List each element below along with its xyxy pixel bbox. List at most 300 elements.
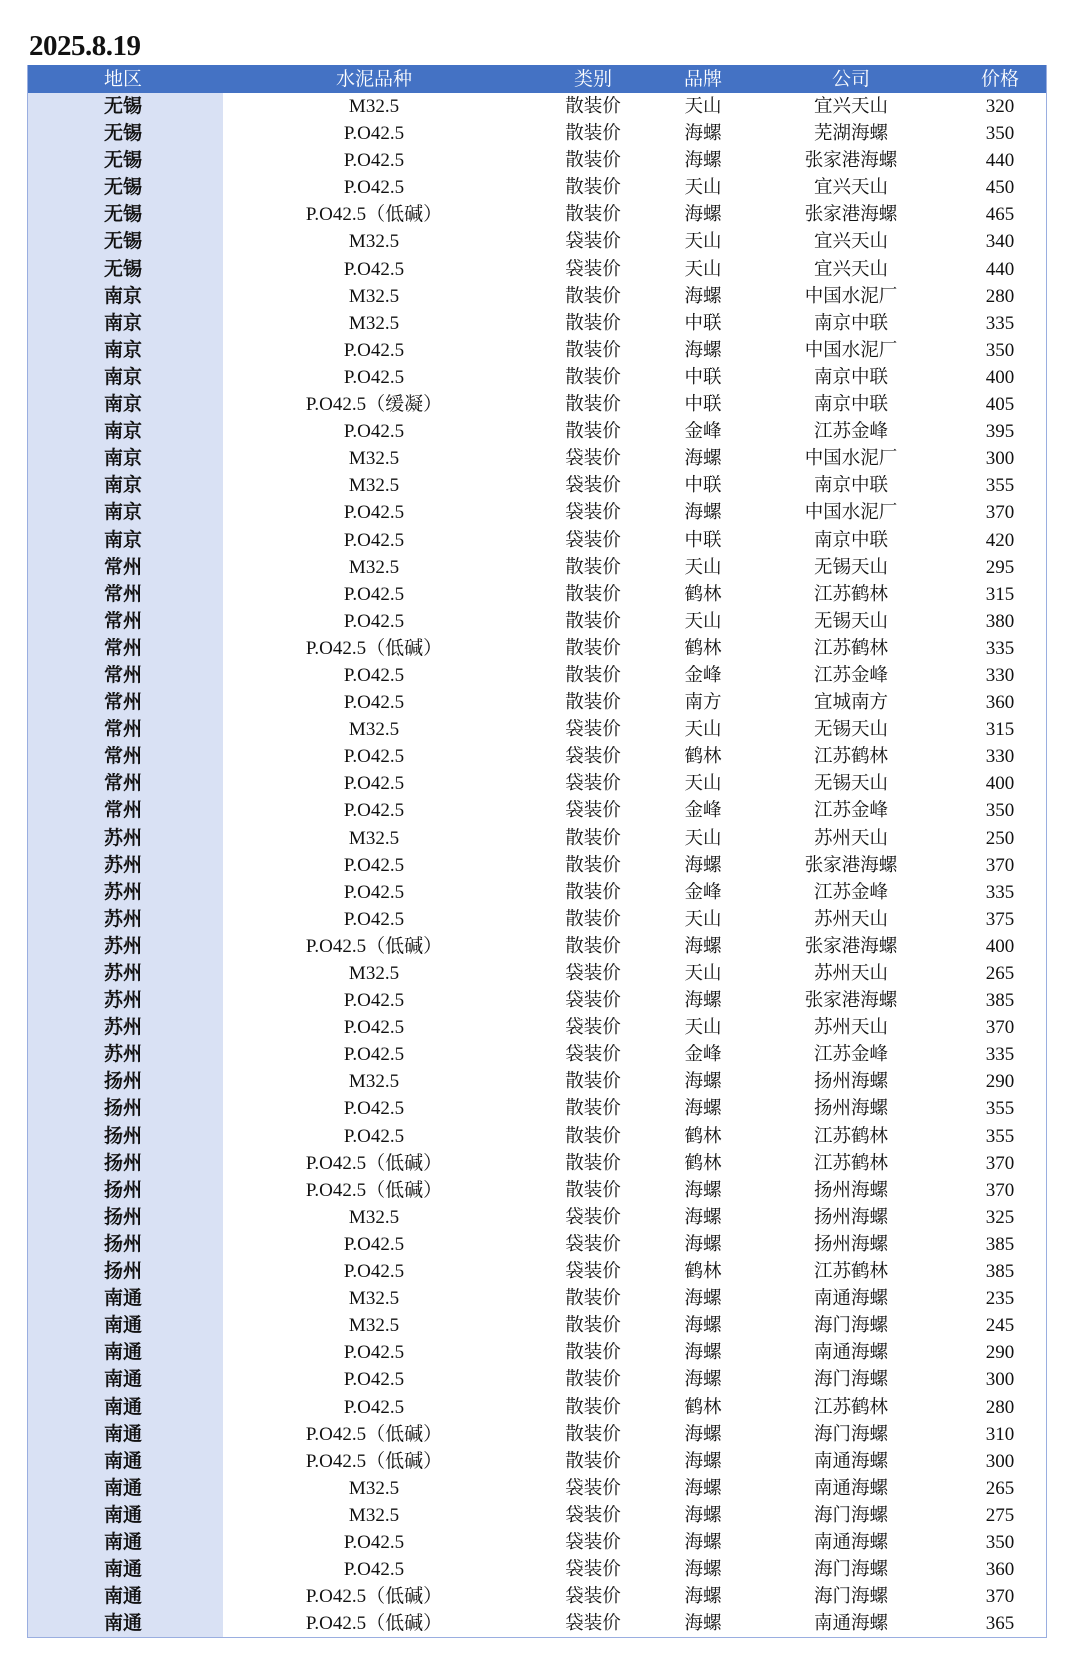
cell-brand: 中联 bbox=[684, 475, 722, 497]
cell-brand: 海螺 bbox=[684, 1369, 722, 1391]
cell-company: 江苏金峰 bbox=[813, 881, 889, 903]
cell-price: 355 bbox=[985, 475, 1015, 497]
header-brand: 品牌 bbox=[683, 68, 723, 90]
cell-category: 散装价 bbox=[565, 1315, 621, 1337]
page-title: 2025.8.19 bbox=[29, 30, 141, 62]
cell-company: 扬州海螺 bbox=[813, 1098, 889, 1120]
table-row bbox=[28, 1123, 1046, 1150]
cell-price: 440 bbox=[985, 150, 1015, 172]
cell-company: 无锡天山 bbox=[813, 773, 889, 795]
table-row bbox=[28, 825, 1046, 852]
table-row bbox=[28, 337, 1046, 364]
cell-region: 苏州 bbox=[103, 962, 143, 984]
cell-price: 350 bbox=[985, 1531, 1015, 1553]
cell-price: 235 bbox=[985, 1288, 1015, 1310]
cell-region: 扬州 bbox=[103, 1205, 143, 1228]
cell-brand: 海螺 bbox=[684, 1342, 722, 1364]
cell-region: 南通 bbox=[103, 1503, 143, 1526]
cell-brand: 海螺 bbox=[684, 1477, 722, 1499]
table-row bbox=[28, 1095, 1046, 1122]
cell-category: 散装价 bbox=[565, 1288, 621, 1310]
cell-brand: 海螺 bbox=[684, 339, 722, 361]
cell-cement-type: M32.5 bbox=[348, 1206, 400, 1228]
cell-company: 海门海螺 bbox=[813, 1504, 889, 1526]
cell-brand: 鹤林 bbox=[684, 637, 722, 659]
cell-company: 江苏鹤林 bbox=[813, 637, 889, 659]
cell-category: 散装价 bbox=[565, 204, 621, 226]
cell-price: 330 bbox=[985, 746, 1015, 768]
cell-region: 扬州 bbox=[103, 1232, 143, 1255]
cell-brand: 海螺 bbox=[684, 1288, 722, 1310]
cell-company: 中国水泥厂 bbox=[804, 285, 898, 307]
cell-brand: 天山 bbox=[684, 963, 722, 984]
cell-category: 散装价 bbox=[565, 312, 621, 334]
cell-region: 常州 bbox=[103, 555, 143, 578]
cell-brand: 海螺 bbox=[684, 1559, 722, 1581]
cell-company: 江苏金峰 bbox=[813, 800, 889, 822]
table-row bbox=[28, 1610, 1046, 1637]
table-row bbox=[28, 797, 1046, 824]
table-row bbox=[28, 1014, 1046, 1041]
cell-company: 宜兴天山 bbox=[813, 258, 889, 280]
cell-category: 散装价 bbox=[565, 366, 621, 388]
cell-brand: 天山 bbox=[684, 231, 722, 253]
cell-cement-type: P.O42.5 bbox=[343, 692, 405, 714]
cell-cement-type: P.O42.5 bbox=[343, 1017, 405, 1039]
header-company: 公司 bbox=[831, 68, 871, 90]
cell-category: 袋装价 bbox=[565, 746, 621, 768]
cell-brand: 金峰 bbox=[684, 881, 722, 903]
table-row bbox=[28, 689, 1046, 716]
cell-brand: 鹤林 bbox=[684, 746, 722, 768]
cell-brand: 海螺 bbox=[684, 1613, 722, 1635]
cell-region: 苏州 bbox=[103, 1016, 143, 1039]
cell-company: 中国水泥厂 bbox=[804, 502, 898, 524]
cell-company: 扬州海螺 bbox=[813, 1071, 889, 1093]
cell-category: 散装价 bbox=[565, 1450, 621, 1472]
table-row bbox=[28, 1285, 1046, 1312]
header-region: 地区 bbox=[103, 68, 143, 90]
cell-category: 袋装价 bbox=[565, 719, 621, 741]
table-row bbox=[28, 201, 1046, 228]
cell-region: 南通 bbox=[103, 1368, 143, 1391]
table-row bbox=[28, 1258, 1046, 1285]
cell-company: 海门海螺 bbox=[813, 1559, 889, 1581]
cell-category: 散装价 bbox=[565, 664, 621, 686]
table-row bbox=[28, 770, 1046, 797]
cell-region: 南通 bbox=[103, 1558, 143, 1581]
table-row bbox=[28, 987, 1046, 1014]
cell-region: 无锡 bbox=[103, 176, 143, 199]
cell-company: 海门海螺 bbox=[813, 1315, 889, 1337]
cell-company: 南通海螺 bbox=[813, 1288, 889, 1310]
cell-cement-type: M32.5 bbox=[348, 1504, 400, 1526]
cell-category: 散装价 bbox=[565, 339, 621, 361]
cell-company: 南通海螺 bbox=[813, 1450, 889, 1472]
cell-brand: 海螺 bbox=[684, 1179, 722, 1201]
cell-price: 450 bbox=[985, 177, 1015, 199]
cell-cement-type: P.O42.5 bbox=[343, 529, 405, 551]
cell-region: 苏州 bbox=[103, 1043, 143, 1066]
cell-category: 袋装价 bbox=[565, 1206, 621, 1228]
cell-category: 袋装价 bbox=[565, 1044, 621, 1066]
table-row bbox=[28, 1394, 1046, 1421]
cell-price: 290 bbox=[985, 1342, 1015, 1364]
cell-price: 400 bbox=[985, 366, 1015, 388]
cell-region: 南京 bbox=[103, 528, 143, 551]
cell-region: 无锡 bbox=[103, 122, 143, 145]
cell-price: 280 bbox=[985, 285, 1015, 307]
table-row bbox=[28, 879, 1046, 906]
cell-brand: 中联 bbox=[684, 366, 722, 388]
cell-price: 360 bbox=[985, 692, 1015, 714]
cell-region: 无锡 bbox=[103, 95, 143, 117]
cell-brand: 金峰 bbox=[684, 421, 722, 443]
cell-region: 南通 bbox=[103, 1530, 143, 1553]
cell-cement-type: P.O42.5 bbox=[343, 123, 405, 145]
cell-brand: 中联 bbox=[684, 394, 722, 416]
cell-category: 袋装价 bbox=[565, 502, 621, 524]
cell-category: 袋装价 bbox=[565, 448, 621, 470]
cell-price: 370 bbox=[985, 1017, 1015, 1039]
cell-category: 袋装价 bbox=[565, 475, 621, 497]
cell-price: 375 bbox=[985, 908, 1015, 930]
cell-region: 南京 bbox=[103, 338, 143, 361]
cell-company: 江苏鹤林 bbox=[813, 1396, 889, 1418]
cell-price: 355 bbox=[985, 1125, 1015, 1147]
table-row bbox=[28, 581, 1046, 608]
table-row bbox=[28, 1312, 1046, 1339]
cell-region: 扬州 bbox=[103, 1151, 143, 1174]
cell-category: 袋装价 bbox=[565, 1586, 621, 1608]
cell-company: 中国水泥厂 bbox=[804, 339, 898, 361]
table-row bbox=[28, 1339, 1046, 1366]
cell-company: 海门海螺 bbox=[813, 1423, 889, 1445]
cell-brand: 海螺 bbox=[684, 1071, 722, 1093]
table-row bbox=[28, 310, 1046, 337]
table-row bbox=[28, 527, 1046, 554]
cell-cement-type: P.O42.5 bbox=[343, 1125, 405, 1147]
cell-region: 南通 bbox=[103, 1341, 143, 1364]
cell-price: 250 bbox=[985, 827, 1015, 849]
cell-category: 袋装价 bbox=[565, 963, 621, 984]
cell-brand: 天山 bbox=[684, 258, 722, 280]
cell-category: 散装价 bbox=[565, 123, 621, 145]
cell-cement-type: P.O42.5 bbox=[343, 421, 405, 443]
cell-price: 360 bbox=[985, 1559, 1015, 1581]
cell-cement-type: P.O42.5 bbox=[343, 854, 405, 876]
cell-region: 南通 bbox=[103, 1612, 143, 1635]
cell-brand: 海螺 bbox=[684, 1504, 722, 1526]
cell-cement-type: P.O42.5（低碱） bbox=[305, 1613, 443, 1635]
cell-price: 335 bbox=[985, 881, 1015, 903]
cell-price: 370 bbox=[985, 502, 1015, 524]
cell-brand: 天山 bbox=[684, 556, 722, 578]
cell-brand: 海螺 bbox=[684, 935, 722, 957]
cell-company: 张家港海螺 bbox=[804, 150, 898, 172]
cell-category: 散装价 bbox=[565, 637, 621, 659]
cell-brand: 海螺 bbox=[684, 1315, 722, 1337]
cell-price: 300 bbox=[985, 1450, 1015, 1472]
cell-cement-type: P.O42.5（缓凝） bbox=[305, 394, 443, 416]
cell-category: 袋装价 bbox=[565, 529, 621, 551]
cell-price: 320 bbox=[985, 96, 1015, 117]
cell-company: 南通海螺 bbox=[813, 1342, 889, 1364]
cell-cement-type: P.O42.5 bbox=[343, 258, 405, 280]
cell-cement-type: P.O42.5 bbox=[343, 664, 405, 686]
cell-price: 465 bbox=[985, 204, 1015, 226]
cell-cement-type: P.O42.5（低碱） bbox=[305, 935, 443, 957]
cell-category: 散装价 bbox=[565, 394, 621, 416]
cell-category: 袋装价 bbox=[565, 773, 621, 795]
cell-brand: 天山 bbox=[684, 610, 722, 632]
cell-brand: 南方 bbox=[684, 692, 722, 714]
table-header bbox=[28, 65, 1046, 93]
cell-price: 350 bbox=[985, 800, 1015, 822]
cell-cement-type: P.O42.5（低碱） bbox=[305, 204, 443, 226]
cell-category: 袋装价 bbox=[565, 1613, 621, 1635]
cell-cement-type: P.O42.5 bbox=[343, 610, 405, 632]
cell-brand: 天山 bbox=[684, 177, 722, 199]
cell-price: 400 bbox=[985, 935, 1015, 957]
price-table bbox=[27, 65, 1047, 1638]
cell-price: 265 bbox=[985, 963, 1015, 984]
cell-region: 南京 bbox=[103, 447, 143, 470]
cell-price: 350 bbox=[985, 123, 1015, 145]
cell-company: 海门海螺 bbox=[813, 1369, 889, 1391]
cell-brand: 天山 bbox=[684, 827, 722, 849]
cell-brand: 金峰 bbox=[684, 664, 722, 686]
cell-region: 常州 bbox=[103, 772, 143, 795]
cell-price: 265 bbox=[985, 1477, 1015, 1499]
cell-price: 340 bbox=[985, 231, 1015, 253]
table-row bbox=[28, 1502, 1046, 1529]
cell-brand: 海螺 bbox=[684, 854, 722, 876]
cell-category: 袋装价 bbox=[565, 1261, 621, 1283]
cell-price: 365 bbox=[985, 1613, 1015, 1635]
cell-company: 张家港海螺 bbox=[804, 990, 898, 1012]
cell-brand: 海螺 bbox=[684, 204, 722, 226]
cell-cement-type: P.O42.5 bbox=[343, 150, 405, 172]
cell-category: 散装价 bbox=[565, 610, 621, 632]
cell-category: 散装价 bbox=[565, 827, 621, 849]
cell-brand: 鹤林 bbox=[684, 1261, 722, 1283]
table-row bbox=[28, 364, 1046, 391]
cell-price: 310 bbox=[985, 1423, 1015, 1445]
cell-category: 散装价 bbox=[565, 692, 621, 714]
table-row bbox=[28, 445, 1046, 472]
table-row bbox=[28, 147, 1046, 174]
cell-cement-type: M32.5 bbox=[348, 475, 400, 497]
cell-company: 宜兴天山 bbox=[813, 231, 889, 253]
cell-region: 扬州 bbox=[103, 1097, 143, 1120]
cell-category: 散装价 bbox=[565, 1369, 621, 1391]
cell-category: 袋装价 bbox=[565, 1017, 621, 1039]
cell-cement-type: P.O42.5（低碱） bbox=[305, 1179, 443, 1201]
cell-region: 南通 bbox=[103, 1287, 143, 1310]
table-row bbox=[28, 608, 1046, 635]
cell-company: 江苏鹤林 bbox=[813, 746, 889, 768]
cell-category: 袋装价 bbox=[565, 231, 621, 253]
cell-region: 南京 bbox=[103, 284, 143, 307]
cell-region: 苏州 bbox=[103, 853, 143, 876]
cell-company: 宜兴天山 bbox=[813, 96, 889, 117]
cell-company: 张家港海螺 bbox=[804, 854, 898, 876]
cell-price: 440 bbox=[985, 258, 1015, 280]
cell-brand: 鹤林 bbox=[684, 1125, 722, 1147]
cell-company: 南京中联 bbox=[813, 366, 889, 388]
cell-cement-type: M32.5 bbox=[348, 1071, 400, 1093]
cell-company: 苏州天山 bbox=[813, 1017, 889, 1039]
cell-category: 散装价 bbox=[565, 1125, 621, 1147]
cell-cement-type: P.O42.5 bbox=[343, 990, 405, 1012]
cell-company: 南通海螺 bbox=[813, 1477, 889, 1499]
cell-cement-type: P.O42.5 bbox=[343, 502, 405, 524]
cell-price: 335 bbox=[985, 312, 1015, 334]
cell-company: 苏州天山 bbox=[813, 908, 889, 930]
cell-price: 315 bbox=[985, 719, 1015, 741]
cell-company: 张家港海螺 bbox=[804, 204, 898, 226]
table-body bbox=[28, 93, 1046, 1637]
table-row bbox=[28, 174, 1046, 201]
cell-brand: 鹤林 bbox=[684, 1396, 722, 1418]
cell-category: 散装价 bbox=[565, 285, 621, 307]
table-row bbox=[28, 852, 1046, 879]
table-row bbox=[28, 1231, 1046, 1258]
cell-company: 南京中联 bbox=[813, 529, 889, 551]
cell-brand: 海螺 bbox=[684, 1531, 722, 1553]
cell-price: 300 bbox=[985, 1369, 1015, 1391]
cell-brand: 鹤林 bbox=[684, 583, 722, 605]
table-row bbox=[28, 716, 1046, 743]
table-row bbox=[28, 1068, 1046, 1095]
table-row bbox=[28, 1556, 1046, 1583]
cell-region: 南通 bbox=[103, 1449, 143, 1472]
table-row bbox=[28, 1366, 1046, 1393]
cell-brand: 海螺 bbox=[684, 1450, 722, 1472]
cell-cement-type: M32.5 bbox=[348, 285, 400, 307]
cell-category: 袋装价 bbox=[565, 1477, 621, 1499]
table-row bbox=[28, 1041, 1046, 1068]
table-row bbox=[28, 418, 1046, 445]
cell-price: 330 bbox=[985, 664, 1015, 686]
cell-category: 散装价 bbox=[565, 1423, 621, 1445]
cell-cement-type: M32.5 bbox=[348, 1477, 400, 1499]
table-row bbox=[28, 1150, 1046, 1177]
cell-brand: 海螺 bbox=[684, 150, 722, 172]
cell-brand: 海螺 bbox=[684, 448, 722, 470]
cell-company: 江苏鹤林 bbox=[813, 1125, 889, 1147]
cell-brand: 鹤林 bbox=[684, 1152, 722, 1174]
cell-brand: 海螺 bbox=[684, 502, 722, 524]
cell-price: 400 bbox=[985, 773, 1015, 795]
cell-cement-type: M32.5 bbox=[348, 1315, 400, 1337]
cell-region: 南通 bbox=[103, 1314, 143, 1337]
table-row bbox=[28, 1421, 1046, 1448]
table-row bbox=[28, 283, 1046, 310]
cell-cement-type: M32.5 bbox=[348, 448, 400, 470]
cell-category: 散装价 bbox=[565, 908, 621, 930]
table-row bbox=[28, 120, 1046, 147]
cell-company: 无锡天山 bbox=[813, 610, 889, 632]
cell-cement-type: M32.5 bbox=[348, 719, 400, 741]
cell-cement-type: M32.5 bbox=[348, 231, 400, 253]
cell-brand: 中联 bbox=[684, 529, 722, 551]
cell-price: 275 bbox=[985, 1504, 1015, 1526]
header-price: 价格 bbox=[980, 68, 1020, 90]
table-row bbox=[28, 1177, 1046, 1204]
cell-brand: 金峰 bbox=[684, 1044, 722, 1066]
cell-cement-type: M32.5 bbox=[348, 312, 400, 334]
cell-cement-type: P.O42.5 bbox=[343, 1044, 405, 1066]
cell-price: 245 bbox=[985, 1315, 1015, 1337]
cell-region: 南京 bbox=[103, 365, 143, 388]
cell-cement-type: P.O42.5 bbox=[343, 881, 405, 903]
cell-cement-type: P.O42.5 bbox=[343, 1369, 405, 1391]
cell-category: 散装价 bbox=[565, 177, 621, 199]
cell-category: 散装价 bbox=[565, 583, 621, 605]
cell-price: 370 bbox=[985, 1179, 1015, 1201]
cell-price: 405 bbox=[985, 394, 1015, 416]
table-row bbox=[28, 662, 1046, 689]
cell-cement-type: P.O42.5（低碱） bbox=[305, 1450, 443, 1472]
cell-company: 中国水泥厂 bbox=[804, 448, 898, 470]
cell-company: 江苏金峰 bbox=[813, 421, 889, 443]
table-row bbox=[28, 743, 1046, 770]
cell-region: 扬州 bbox=[103, 1124, 143, 1147]
cell-company: 扬州海螺 bbox=[813, 1206, 889, 1228]
cell-region: 常州 bbox=[103, 745, 143, 768]
cell-cement-type: P.O42.5 bbox=[343, 1233, 405, 1255]
cell-category: 袋装价 bbox=[565, 1559, 621, 1581]
cell-company: 南京中联 bbox=[813, 475, 889, 497]
cell-price: 290 bbox=[985, 1071, 1015, 1093]
cell-cement-type: P.O42.5 bbox=[343, 1098, 405, 1120]
cell-region: 无锡 bbox=[103, 257, 143, 280]
table-row bbox=[28, 93, 1046, 120]
cell-price: 370 bbox=[985, 854, 1015, 876]
cell-cement-type: P.O42.5（低碱） bbox=[305, 1423, 443, 1445]
cell-brand: 天山 bbox=[684, 719, 722, 741]
cell-price: 385 bbox=[985, 990, 1015, 1012]
cell-cement-type: P.O42.5 bbox=[343, 1261, 405, 1283]
cell-company: 江苏鹤林 bbox=[813, 583, 889, 605]
cell-price: 395 bbox=[985, 421, 1015, 443]
cell-company: 芜湖海螺 bbox=[813, 123, 889, 145]
cell-cement-type: P.O42.5（低碱） bbox=[305, 1586, 443, 1608]
cell-brand: 海螺 bbox=[684, 1423, 722, 1445]
cell-company: 宜城南方 bbox=[813, 692, 889, 714]
cell-price: 370 bbox=[985, 1586, 1015, 1608]
cell-cement-type: P.O42.5 bbox=[343, 1559, 405, 1581]
cell-company: 苏州天山 bbox=[813, 963, 889, 984]
cell-brand: 金峰 bbox=[684, 800, 722, 822]
cell-cement-type: P.O42.5（低碱） bbox=[305, 637, 443, 659]
cell-category: 散装价 bbox=[565, 1071, 621, 1093]
cell-region: 扬州 bbox=[103, 1070, 143, 1093]
cell-brand: 中联 bbox=[684, 312, 722, 334]
cell-brand: 天山 bbox=[684, 908, 722, 930]
table-row bbox=[28, 391, 1046, 418]
cell-company: 南通海螺 bbox=[813, 1531, 889, 1553]
table-row bbox=[28, 472, 1046, 499]
cell-cement-type: P.O42.5（低碱） bbox=[305, 1152, 443, 1174]
cell-company: 无锡天山 bbox=[813, 719, 889, 741]
cell-region: 常州 bbox=[103, 718, 143, 741]
cell-region: 南京 bbox=[103, 501, 143, 524]
cell-company: 海门海螺 bbox=[813, 1586, 889, 1608]
cell-cement-type: M32.5 bbox=[348, 1288, 400, 1310]
